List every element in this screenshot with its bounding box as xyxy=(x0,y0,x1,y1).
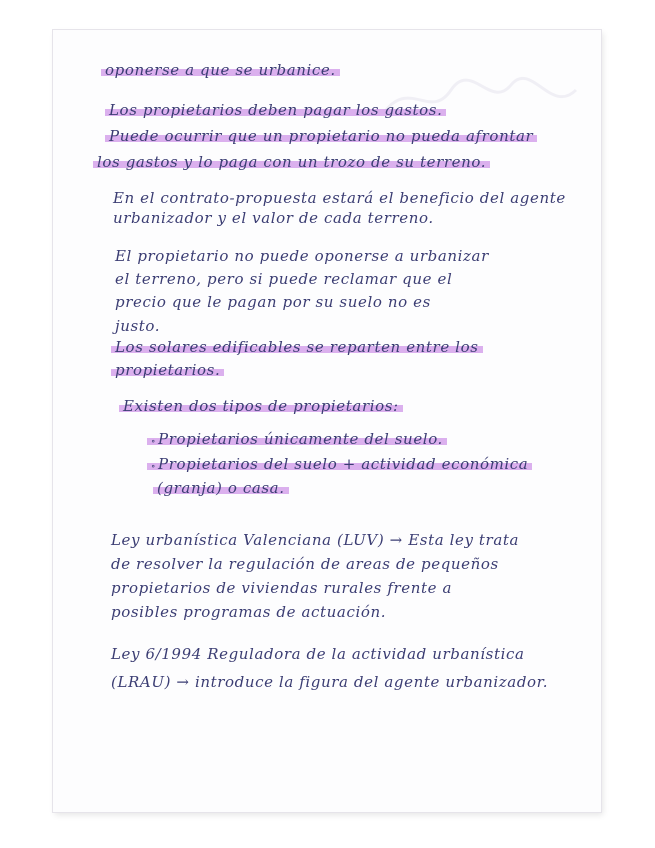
note-line-18 xyxy=(111,554,499,574)
highlighted-text: oponerse a que se urbanice. xyxy=(101,61,340,79)
note-line-21 xyxy=(111,644,525,664)
note-line-2 xyxy=(105,100,446,120)
note-text: (LRAU) → introduce la figura del agente urbanizador. xyxy=(111,673,549,691)
bullet-text: Propietarios del suelo + actividad económica xyxy=(158,455,529,473)
note-line-22 xyxy=(111,672,548,692)
note-line-8 xyxy=(115,269,452,289)
note-text: el terreno, pero si puede reclamar que el xyxy=(115,270,453,288)
note-text: precio que le pagan por su suelo no es xyxy=(115,293,431,311)
highlighted-text: Los propietarios deben pagar los gastos. xyxy=(105,101,446,119)
bullet-text: Propietarios únicamente del suelo. xyxy=(158,430,443,448)
highlighted-text: Puede ocurrir que un propietario no pueda afrontar xyxy=(105,127,537,145)
note-line-13 xyxy=(119,396,403,416)
highlighted-text: Existen dos tipos de propietarios: xyxy=(119,397,403,415)
note-line-10 xyxy=(115,316,160,336)
highlighted-text: propietarios. xyxy=(111,361,224,379)
note-text: posibles programas de actuación. xyxy=(111,603,387,621)
note-text: urbanizador y el valor de cada terreno. xyxy=(113,209,434,227)
bullet-icon: ∘ xyxy=(151,437,157,447)
note-text: de resolver la regulación de areas de pequeños xyxy=(111,555,499,573)
note-line-17 xyxy=(111,530,519,550)
note-text: Ley urbanística Valenciana (LUV) → Esta ley trata xyxy=(111,531,520,549)
note-text: propietarios de viviendas rurales frente a xyxy=(111,579,453,597)
note-line-6 xyxy=(113,208,434,228)
bullet-item-1 xyxy=(147,429,447,452)
bullet-icon: ∘ xyxy=(151,462,157,472)
note-text: El propietario no puede oponerse a urbanizar xyxy=(115,247,489,265)
note-line-20 xyxy=(111,602,386,622)
note-text: justo. xyxy=(115,317,161,335)
bullet-item-2 xyxy=(147,454,532,477)
note-line-7 xyxy=(115,246,489,266)
note-line-19 xyxy=(111,578,452,598)
bullet-item-2-continued xyxy=(153,478,289,498)
note-line-11 xyxy=(111,337,483,357)
note-line-5 xyxy=(113,188,566,208)
note-text: Ley 6/1994 Reguladora de la actividad urbanística xyxy=(111,645,525,663)
notebook-page xyxy=(53,30,601,812)
note-line-9 xyxy=(115,292,431,312)
highlighted-text: Los solares edificables se reparten entre los xyxy=(111,338,483,356)
highlighted-text: los gastos y lo paga con un trozo de su terreno. xyxy=(93,153,490,171)
note-line-3 xyxy=(105,126,537,146)
note-line-4 xyxy=(93,152,490,172)
highlighted-text: (granja) o casa. xyxy=(153,479,289,497)
note-line-1 xyxy=(101,60,340,80)
note-line-12 xyxy=(111,360,224,380)
note-text: En el contrato-propuesta estará el beneficio del agente xyxy=(113,189,566,207)
